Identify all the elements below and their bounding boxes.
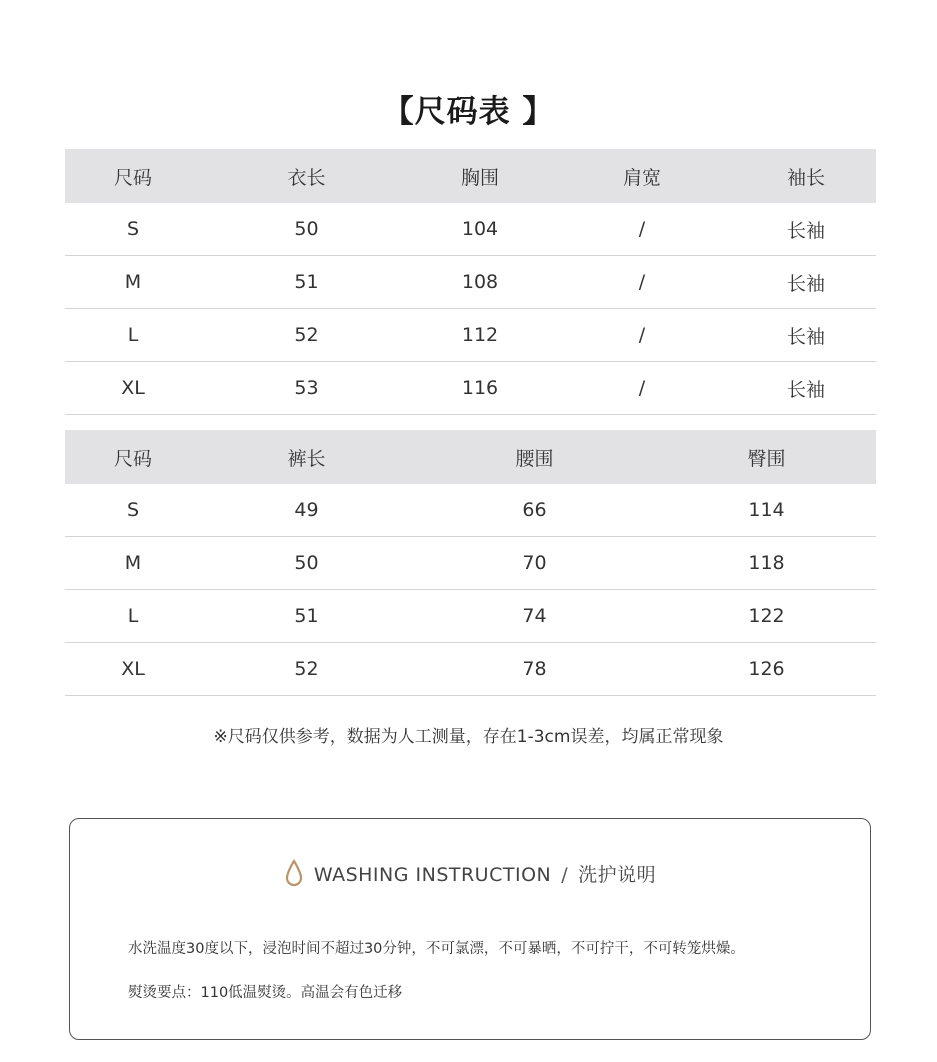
cell: 116 xyxy=(412,362,548,415)
table-header-row xyxy=(65,430,876,484)
table-row xyxy=(65,643,876,696)
cell: M xyxy=(65,537,201,590)
washing-instruction-box xyxy=(69,818,871,1040)
cell: S xyxy=(65,484,201,537)
table-header-row xyxy=(65,149,876,203)
header-hip: 臀围 xyxy=(747,447,786,470)
water-drop-icon xyxy=(284,864,314,886)
cell: 108 xyxy=(412,256,548,309)
header-size: 尺码 xyxy=(113,447,152,470)
table-row xyxy=(65,590,876,643)
cell: XL xyxy=(65,643,201,696)
cell: 长袖 xyxy=(736,203,876,256)
table-row xyxy=(65,256,876,309)
cell: / xyxy=(548,256,736,309)
cell: 126 xyxy=(657,643,876,696)
cell: S xyxy=(65,203,201,256)
cell: M xyxy=(65,256,201,309)
cell: / xyxy=(548,309,736,362)
table-row xyxy=(65,537,876,590)
header-length: 衣长 xyxy=(287,166,326,189)
page-title: 【尺码表 】 xyxy=(382,94,555,130)
cell: XL xyxy=(65,362,201,415)
header-chest: 胸围 xyxy=(460,166,499,189)
cell: 114 xyxy=(657,484,876,537)
cell: 112 xyxy=(412,309,548,362)
table-row xyxy=(65,484,876,537)
cell: 52 xyxy=(201,309,412,362)
header-sleeve: 袖长 xyxy=(786,166,825,189)
cell: 长袖 xyxy=(736,309,876,362)
washing-temperature-text: 水洗温度30度以下，浸泡时间不超过30分钟，不可氯漂，不可暴晒，不可拧干，不可转笼烘燥。 xyxy=(128,941,745,957)
header-size: 尺码 xyxy=(113,166,152,189)
washing-heading-en: WASHING INSTRUCTION xyxy=(313,864,552,886)
header-shoulder: 肩宽 xyxy=(622,166,661,189)
cell: / xyxy=(548,203,736,256)
washing-heading-cn: 洗护说明 xyxy=(578,864,657,886)
cell: 122 xyxy=(657,590,876,643)
cell: 70 xyxy=(412,537,657,590)
cell: / xyxy=(548,362,736,415)
table-row xyxy=(65,362,876,415)
cell: 长袖 xyxy=(736,256,876,309)
cell: 长袖 xyxy=(736,362,876,415)
bottom-size-table xyxy=(65,430,876,696)
cell: 78 xyxy=(412,643,657,696)
cell: L xyxy=(65,309,201,362)
header-pants-length: 裤长 xyxy=(287,447,326,470)
cell: 51 xyxy=(201,590,412,643)
table-row xyxy=(65,309,876,362)
cell: 74 xyxy=(412,590,657,643)
cell: 66 xyxy=(412,484,657,537)
header-waist: 腰围 xyxy=(515,447,554,470)
cell: 118 xyxy=(657,537,876,590)
cell: 53 xyxy=(201,362,412,415)
cell: L xyxy=(65,590,201,643)
table-row xyxy=(65,203,876,256)
cell: 104 xyxy=(412,203,548,256)
cell: 51 xyxy=(201,256,412,309)
cell: 52 xyxy=(201,643,412,696)
size-note: ※尺码仅供参考，数据为人工测量，存在1-3cm误差，均属正常现象 xyxy=(213,727,724,747)
heading-separator: / xyxy=(561,864,569,886)
cell: 50 xyxy=(201,203,412,256)
washing-heading xyxy=(70,859,870,887)
ironing-text: 熨烫要点：110低温熨烫。高温会有色迁移 xyxy=(128,985,403,1001)
cell: 49 xyxy=(201,484,412,537)
cell: 50 xyxy=(201,537,412,590)
top-size-table xyxy=(65,149,876,415)
